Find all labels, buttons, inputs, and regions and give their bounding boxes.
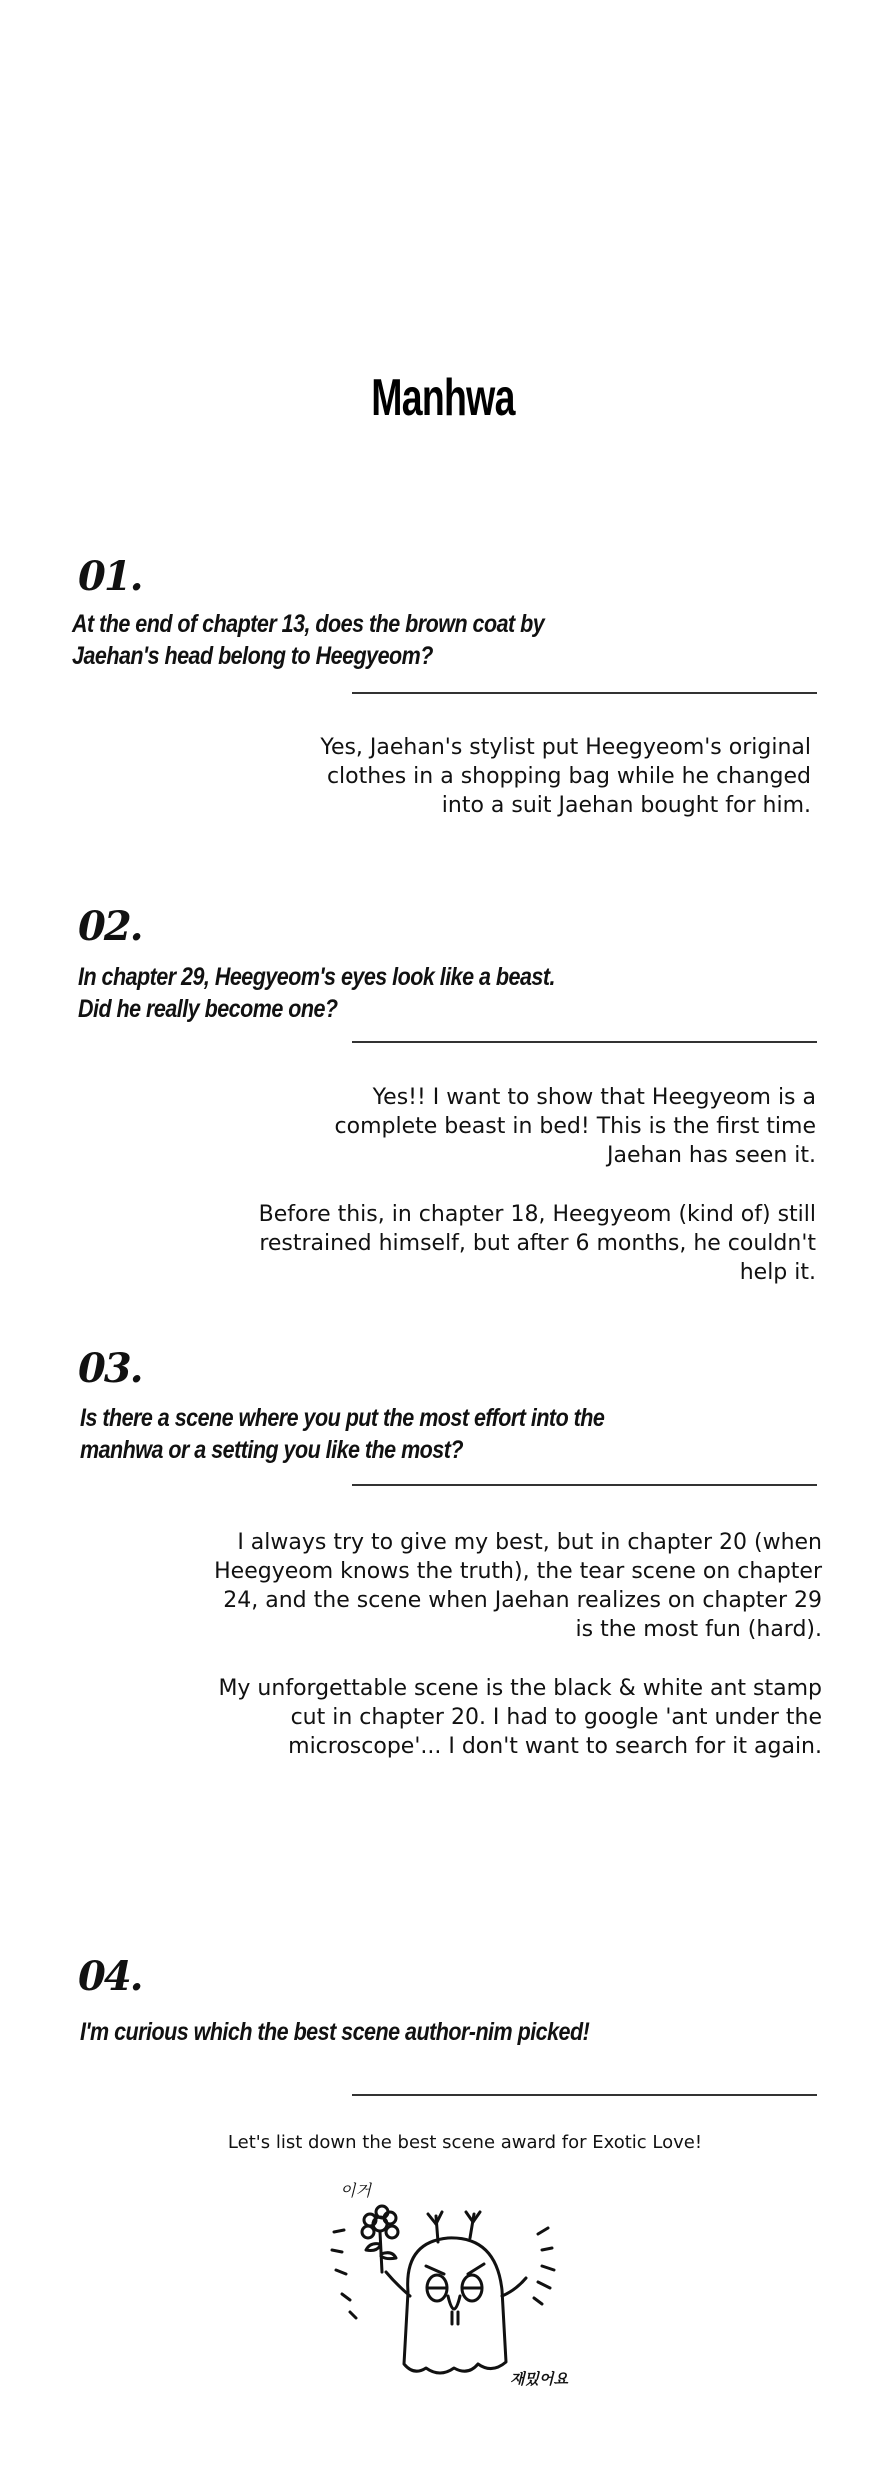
ghost-with-flower-doodle-icon	[320, 2172, 600, 2402]
question-3-divider	[352, 1484, 817, 1486]
answer-3-paragraph-2: My unforgettable scene is the black & white ant stamp cut in chapter 20. I had to google 'ant under the microscope'... I don't want to search for it again.	[218, 1676, 822, 1759]
question-2-number: 02.	[78, 903, 142, 950]
question-1-text: At the end of chapter 13, does the brown coat by Jaehan's head belong to Heegyeom?	[72, 610, 545, 670]
answer-2-paragraph-2: Before this, in chapter 18, Heegyeom (kind of) still restrained himself, but after 6 months, he couldn't help it.	[258, 1202, 816, 1285]
question-3-text: Is there a scene where you put the most effort into the manhwa or a setting you like the most?	[80, 1404, 605, 1464]
answer-3-paragraph-1: I always try to give my best, but in chapter 20 (when Heegyeom knows the truth), the tear scene on chapter 24, and the scene when Jaehan realizes on chapter 29 is the most fun (hard).	[214, 1530, 822, 1642]
question-1-number: 01.	[78, 553, 142, 600]
question-3-number: 03.	[78, 1345, 142, 1392]
question-4-text: I'm curious which the best scene author-nim picked!	[80, 2018, 590, 2046]
question-2-divider	[352, 1041, 817, 1043]
question-2-text: In chapter 29, Heegyeom's eyes look like a beast. Did he really become one?	[78, 963, 555, 1023]
doodle-top-text: 이거	[340, 2181, 371, 2200]
question-4-number: 04.	[78, 1953, 142, 2000]
doodle-bottom-text: 재밌어요	[510, 2370, 568, 2388]
page-title: Manhwa	[371, 369, 515, 427]
answer-1-paragraph-1: Yes, Jaehan's stylist put Heegyeom's original clothes in a shopping bag while he changed into a suit Jaehan bought for him.	[320, 735, 811, 818]
question-4-divider	[352, 2094, 817, 2096]
answer-2-paragraph-1: Yes!! I want to show that Heegyeom is a complete beast in bed! This is the first time Jaehan has seen it.	[334, 1085, 816, 1168]
question-1-divider	[352, 692, 817, 694]
closing-note: Let's list down the best scene award for Exotic Love!	[227, 2132, 703, 2153]
